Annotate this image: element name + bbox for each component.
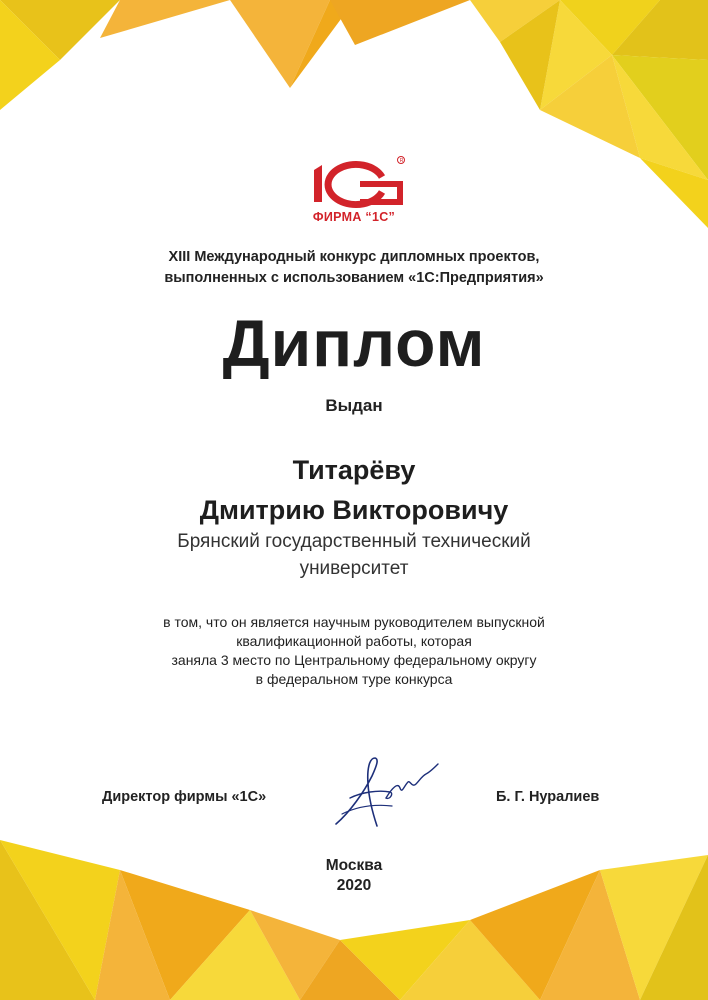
recipient-name [0,450,708,530]
recipient-given-names: Дмитрию Викторовичу [199,495,509,525]
handwritten-signature [330,752,442,830]
description-line-1: в том, что он является научным руководителем выпускной [163,614,545,630]
organization-line-1: Брянский государственный технический [177,531,531,552]
issued-label: Выдан [325,396,383,415]
description-line-4: в федеральном туре конкурса [255,671,453,687]
decorative-bottom-triangles [0,800,708,1000]
place-and-year [0,856,708,896]
firm-1c-logo [300,152,408,232]
logo-caption: ФИРМА “1С” [312,210,396,224]
organization [0,528,708,582]
contest-line-1: XIII Международный конкурс дипломных проектов, [168,249,540,265]
diploma-title: Диплом [222,306,486,380]
svg-text:R: R [399,158,404,164]
signatory-position: Директор фирмы «1С» [102,789,267,805]
city: Москва [325,857,383,874]
organization-line-2: университет [299,558,409,579]
1c-logo-mark [300,152,408,210]
signatory-name: Б. Г. Нуралиев [496,789,600,805]
contest-line-2: выполненных с использованием «1С:Предприятия» [164,270,544,286]
award-description [0,613,708,689]
contest-name [0,247,708,289]
description-line-2: квалификационной работы, которая [236,633,472,649]
year: 2020 [336,877,372,894]
description-line-3: заняла 3 место по Центральному федеральному округу [171,652,537,668]
recipient-surname: Титарёву [292,455,416,485]
